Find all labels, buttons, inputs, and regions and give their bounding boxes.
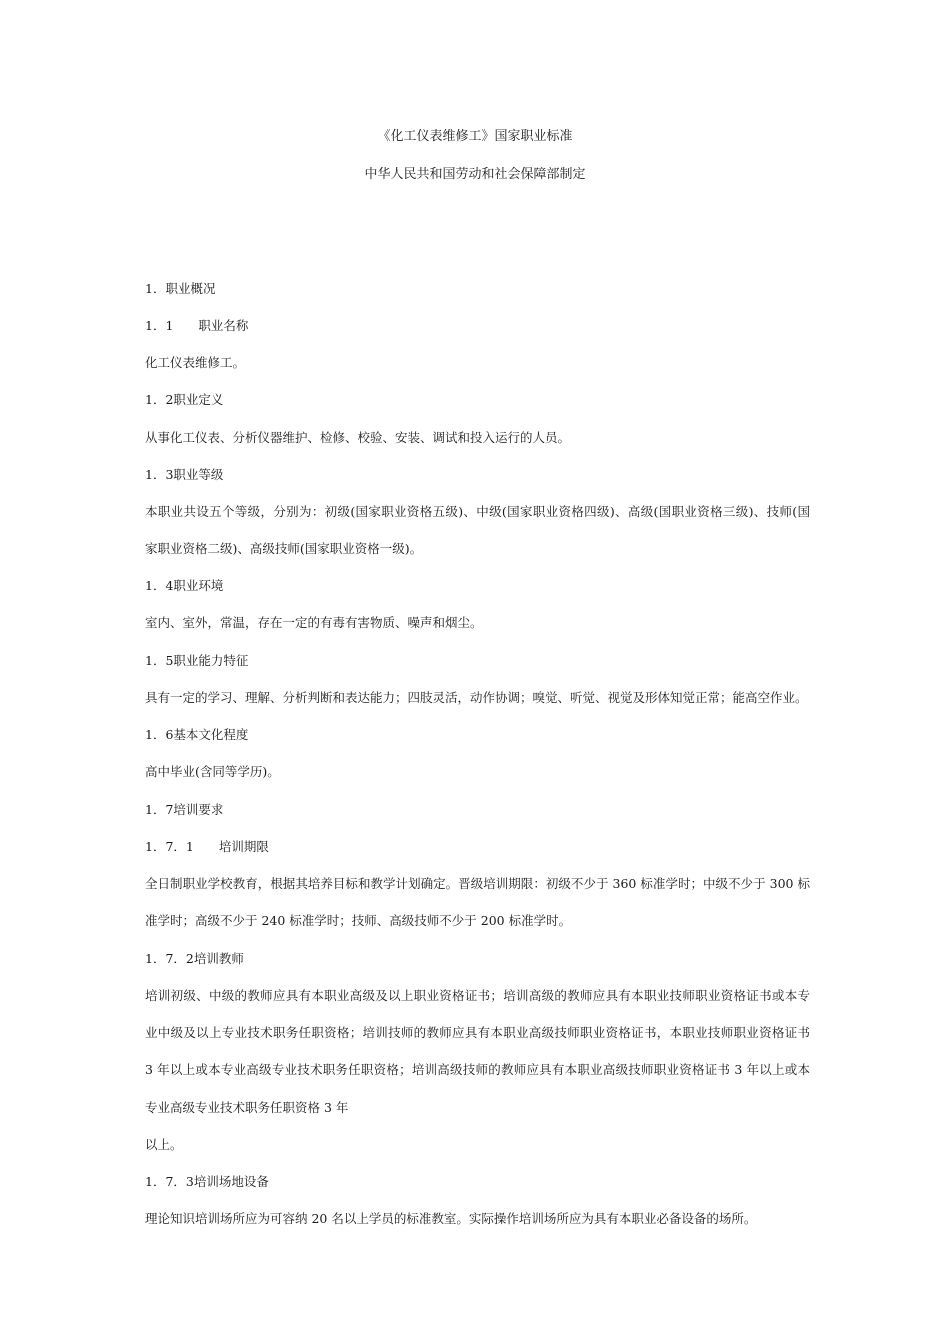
document-title: 《化工仪表维修工》国家职业标准 [377,129,573,144]
paragraph-line: 家职业资格二级)、高级技师(国家职业资格一级)。 [145,541,423,556]
paragraph-line: 业中级及以上专业技术职务任职资格；培训技师的教师应具有本职业高级技师职业资格证书，本职业技师职业资格证书 [145,1025,810,1040]
subsection-heading: 1．7．2培训教师 [145,951,244,966]
subsection-heading: 1．6基本文化程度 [145,727,249,742]
paragraph-line: 3 年以上或本专业高级专业技术职务任职资格；培训高级技师的教师应具有本职业高级技师职业资格证书 3 年以上或本 [145,1062,810,1077]
subsection-heading: 1．3职业等级 [145,467,224,482]
paragraph-line: 全日制职业学校教育，根据其培养目标和教学计划确定。晋级培训期限：初级不少于 360 标准学时；中级不少于 300 标 [145,876,810,891]
paragraph-line: 高中毕业(含同等学历)。 [145,764,280,779]
paragraph-line: 准学时；高级不少于 240 标准学时；技师、高级技师不少于 200 标准学时。 [145,913,572,928]
paragraph-line: 室内、室外，常温，存在一定的有毒有害物质、噪声和烟尘。 [145,615,483,630]
paragraph-line: 具有一定的学习、理解、分析判断和表达能力；四肢灵活，动作协调；嗅觉、听觉、视觉及形体知觉正常；能高空作业。 [145,690,808,705]
section-heading: 1．职业概况 [145,281,216,296]
subsection-heading: 1．4职业环境 [145,578,224,593]
subsection-heading: 1．5职业能力特征 [145,653,249,668]
paragraph-line: 化工仪表维修工。 [145,355,246,370]
subsection-heading: 1．7．1 培训期限 [145,839,269,854]
subsection-heading: 1．7培训要求 [145,802,224,817]
paragraph-line: 以上。 [145,1137,183,1152]
paragraph-line: 从事化工仪表、分析仪器维护、检修、校验、安装、调试和投入运行的人员。 [145,430,571,445]
paragraph-line: 培训初级、中级的教师应具有本职业高级及以上职业资格证书；培训高级的教师应具有本职业技师职业资格证书或本专 [145,988,810,1003]
paragraph-line: 理论知识培训场所应为可容纳 20 名以上学员的标准教室。实际操作培训场所应为具有本职业必备设备的场所。 [145,1211,757,1226]
subsection-heading: 1．1 职业名称 [145,318,249,333]
paragraph-line: 本职业共设五个等级，分别为：初级(国家职业资格五级)、中级(国家职业资格四级)、高级(国职业资格三级)、技师(国 [145,504,810,519]
document-issuer: 中华人民共和国劳动和社会保障部制定 [364,167,586,182]
subsection-heading: 1．2职业定义 [145,392,224,407]
subsection-heading: 1．7．3培训场地设备 [145,1174,269,1189]
paragraph-line: 专业高级专业技术职务任职资格 3 年 [145,1100,349,1115]
